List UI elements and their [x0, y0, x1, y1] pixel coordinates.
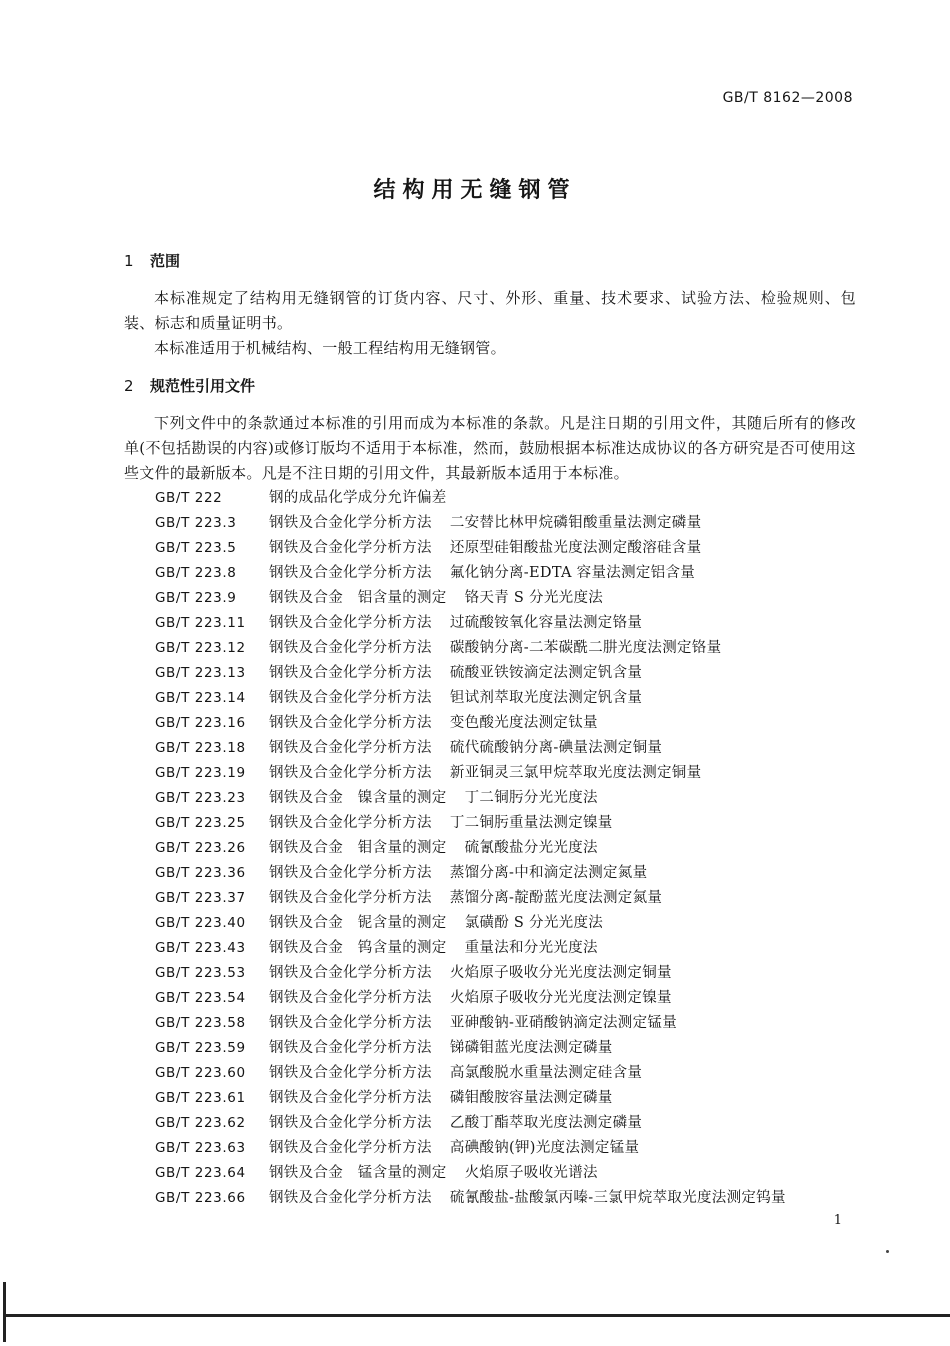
reference-item	[155, 736, 855, 761]
reference-title: 钢铁及合金化学分析方法	[269, 1190, 432, 1206]
reference-item	[155, 911, 855, 936]
reference-item	[155, 511, 855, 536]
reference-code: GB/T 223.3	[155, 515, 237, 531]
reference-code: GB/T 223.58	[155, 1015, 246, 1031]
reference-code: GB/T 223.61	[155, 1090, 246, 1106]
reference-method: 亚砷酸钠-亚硝酸钠滴定法测定锰量	[449, 1015, 678, 1031]
reference-method: 乙酸丁酯萃取光度法测定磷量	[449, 1115, 643, 1131]
reference-title: 钢铁及合金化学分析方法	[269, 1015, 432, 1031]
reference-title: 钢铁及合金化学分析方法	[269, 1140, 432, 1156]
reference-method: 火焰原子吸收分光光度法测定镍量	[449, 990, 672, 1006]
reference-code: GB/T 223.63	[155, 1140, 246, 1156]
reference-list	[155, 486, 855, 1211]
reference-item	[155, 1061, 855, 1086]
reference-item	[155, 686, 855, 711]
reference-item	[155, 836, 855, 861]
reference-method: 碳酸钠分离-二苯碳酰二肼光度法测定铬量	[449, 640, 722, 656]
reference-item	[155, 611, 855, 636]
reference-title: 钢铁及合金化学分析方法	[269, 665, 432, 681]
reference-code: GB/T 223.64	[155, 1165, 246, 1181]
document-title: 结构用无缝钢管	[373, 178, 577, 203]
reference-code: GB/T 223.43	[155, 940, 246, 956]
reference-code: GB/T 223.62	[155, 1115, 246, 1131]
section-1-heading	[124, 250, 180, 271]
reference-code: GB/T 223.25	[155, 815, 246, 831]
reference-title: 钢铁及合金化学分析方法	[269, 540, 432, 556]
reference-code: GB/T 223.19	[155, 765, 246, 781]
reference-code: GB/T 223.26	[155, 840, 246, 856]
reference-code: GB/T 223.5	[155, 540, 237, 556]
reference-code: GB/T 223.40	[155, 915, 246, 931]
reference-method: 高氯酸脱水重量法测定硅含量	[449, 1065, 643, 1081]
scope-paragraph-2: 本标准适用于机械结构、一般工程结构用无缝钢管。	[154, 339, 506, 357]
reference-item	[155, 761, 855, 786]
reference-item	[155, 661, 855, 686]
reference-item	[155, 961, 855, 986]
reference-title: 钢铁及合金 锰含量的测定	[269, 1165, 447, 1181]
reference-title: 钢的成品化学成分允许偏差	[269, 490, 447, 506]
reference-code: GB/T 223.13	[155, 665, 246, 681]
reference-code: GB/T 223.37	[155, 890, 246, 906]
reference-title: 钢铁及合金 钨含量的测定	[269, 940, 447, 956]
reference-item	[155, 861, 855, 886]
reference-title: 钢铁及合金化学分析方法	[269, 765, 432, 781]
reference-method: 蒸馏分离-中和滴定法测定氮量	[449, 865, 648, 881]
reference-title: 钢铁及合金化学分析方法	[269, 865, 432, 881]
reference-title: 钢铁及合金化学分析方法	[269, 615, 432, 631]
reference-title: 钢铁及合金 铌含量的测定	[269, 915, 447, 931]
reference-method: 蒸馏分离-靛酚蓝光度法测定氮量	[449, 890, 663, 906]
reference-item	[155, 1086, 855, 1111]
reference-item	[155, 1136, 855, 1161]
reference-item	[155, 486, 855, 511]
reference-code: GB/T 223.59	[155, 1040, 246, 1056]
reference-method: 重量法和分光光度法	[464, 940, 598, 956]
reference-method: 变色酸光度法测定钛量	[449, 715, 598, 731]
reference-code: GB/T 223.12	[155, 640, 246, 656]
reference-item	[155, 1011, 855, 1036]
scan-edge-horizontal	[3, 1314, 950, 1317]
reference-method: 二安替比林甲烷磷钼酸重量法测定磷量	[449, 515, 702, 531]
reference-item	[155, 1111, 855, 1136]
reference-item	[155, 636, 855, 661]
reference-item	[155, 711, 855, 736]
reference-item	[155, 786, 855, 811]
reference-code: GB/T 223.8	[155, 565, 237, 581]
reference-title: 钢铁及合金化学分析方法	[269, 740, 432, 756]
section-number: 1	[124, 252, 134, 270]
reference-method: 火焰原子吸收光谱法	[464, 1165, 598, 1181]
reference-code: GB/T 222	[155, 490, 223, 506]
reference-item	[155, 811, 855, 836]
reference-title: 钢铁及合金化学分析方法	[269, 565, 432, 581]
reference-code: GB/T 223.11	[155, 615, 246, 631]
standard-code: GB/T 8162—2008	[722, 90, 853, 106]
reference-method: 丁二铜肟重量法测定镍量	[449, 815, 613, 831]
reference-item	[155, 1161, 855, 1186]
reference-title: 钢铁及合金化学分析方法	[269, 715, 432, 731]
section-2-heading	[124, 375, 255, 396]
reference-title: 钢铁及合金化学分析方法	[269, 1040, 432, 1056]
reference-item	[155, 986, 855, 1011]
reference-title: 钢铁及合金化学分析方法	[269, 890, 432, 906]
reference-code: GB/T 223.60	[155, 1065, 246, 1081]
reference-title: 钢铁及合金化学分析方法	[269, 815, 432, 831]
reference-title: 钢铁及合金化学分析方法	[269, 965, 432, 981]
reference-code: GB/T 223.66	[155, 1190, 246, 1206]
reference-code: GB/T 223.18	[155, 740, 246, 756]
reference-title: 钢铁及合金化学分析方法	[269, 990, 432, 1006]
reference-title: 钢铁及合金化学分析方法	[269, 690, 432, 706]
scan-edge-vertical	[3, 1282, 6, 1342]
reference-title: 钢铁及合金化学分析方法	[269, 515, 432, 531]
references-intro: 下列文件中的条款通过本标准的引用而成为本标准的条款。凡是注日期的引用文件，其随后所有的修改单(不包括勘误的内容)或修订版均不适用于本标准，然而，鼓励根据本标准达成协议的各方研究是否可使用这些文件的最新版本。凡是不注日期的引用文件，其最新版本适用于本标准。	[124, 414, 856, 482]
reference-method: 火焰原子吸收分光光度法测定铜量	[449, 965, 672, 981]
reference-code: GB/T 223.16	[155, 715, 246, 731]
reference-title: 钢铁及合金化学分析方法	[269, 1065, 432, 1081]
reference-item	[155, 1036, 855, 1061]
reference-code: GB/T 223.9	[155, 590, 237, 606]
reference-title: 钢铁及合金化学分析方法	[269, 640, 432, 656]
reference-item	[155, 586, 855, 611]
reference-title: 钢铁及合金化学分析方法	[269, 1115, 432, 1131]
reference-code: GB/T 223.14	[155, 690, 246, 706]
scan-speck	[886, 1250, 889, 1253]
reference-method: 氟化钠分离-EDTA 容量法测定铝含量	[449, 565, 696, 581]
reference-code: GB/T 223.36	[155, 865, 246, 881]
page-number: 1	[833, 1213, 842, 1228]
reference-title: 钢铁及合金 钼含量的测定	[269, 840, 447, 856]
reference-code: GB/T 223.54	[155, 990, 246, 1006]
scope-paragraph-1: 本标准规定了结构用无缝钢管的订货内容、尺寸、外形、重量、技术要求、试验方法、检验规则、包装、标志和质量证明书。	[124, 289, 856, 332]
reference-method: 硫酸亚铁铵滴定法测定钒含量	[449, 665, 643, 681]
reference-title: 钢铁及合金化学分析方法	[269, 1090, 432, 1106]
reference-method: 磷钼酸胺容量法测定磷量	[449, 1090, 613, 1106]
reference-method: 硫氰酸盐-盐酸氯丙嗪-三氯甲烷萃取光度法测定钨量	[449, 1190, 786, 1206]
reference-method: 硫氰酸盐分光光度法	[464, 840, 598, 856]
reference-method: 丁二铜肟分光光度法	[464, 790, 598, 806]
reference-method: 硫代硫酸钠分离-碘量法测定铜量	[449, 740, 663, 756]
reference-title: 钢铁及合金 镍含量的测定	[269, 790, 447, 806]
reference-item	[155, 561, 855, 586]
reference-method: 铬天青 S 分光光度法	[464, 590, 604, 606]
section-number: 2	[124, 377, 134, 395]
section-title: 规范性引用文件	[150, 377, 256, 395]
reference-item	[155, 886, 855, 911]
reference-code: GB/T 223.53	[155, 965, 246, 981]
reference-method: 氯磺酚 S 分光光度法	[464, 915, 604, 931]
reference-item	[155, 1186, 855, 1211]
reference-code: GB/T 223.23	[155, 790, 246, 806]
reference-method: 还原型硅钼酸盐光度法测定酸溶硅含量	[449, 540, 702, 556]
section-title: 范围	[150, 252, 181, 270]
reference-title: 钢铁及合金 铝含量的测定	[269, 590, 447, 606]
reference-method: 高碘酸钠(钾)光度法测定锰量	[449, 1140, 640, 1156]
reference-method: 钽试剂萃取光度法测定钒含量	[449, 690, 643, 706]
reference-method: 过硫酸铵氧化容量法测定铬量	[449, 615, 643, 631]
reference-method: 新亚铜灵三氯甲烷萃取光度法测定铜量	[449, 765, 702, 781]
reference-item	[155, 936, 855, 961]
reference-item	[155, 536, 855, 561]
reference-method: 锑磷钼蓝光度法测定磷量	[449, 1040, 613, 1056]
